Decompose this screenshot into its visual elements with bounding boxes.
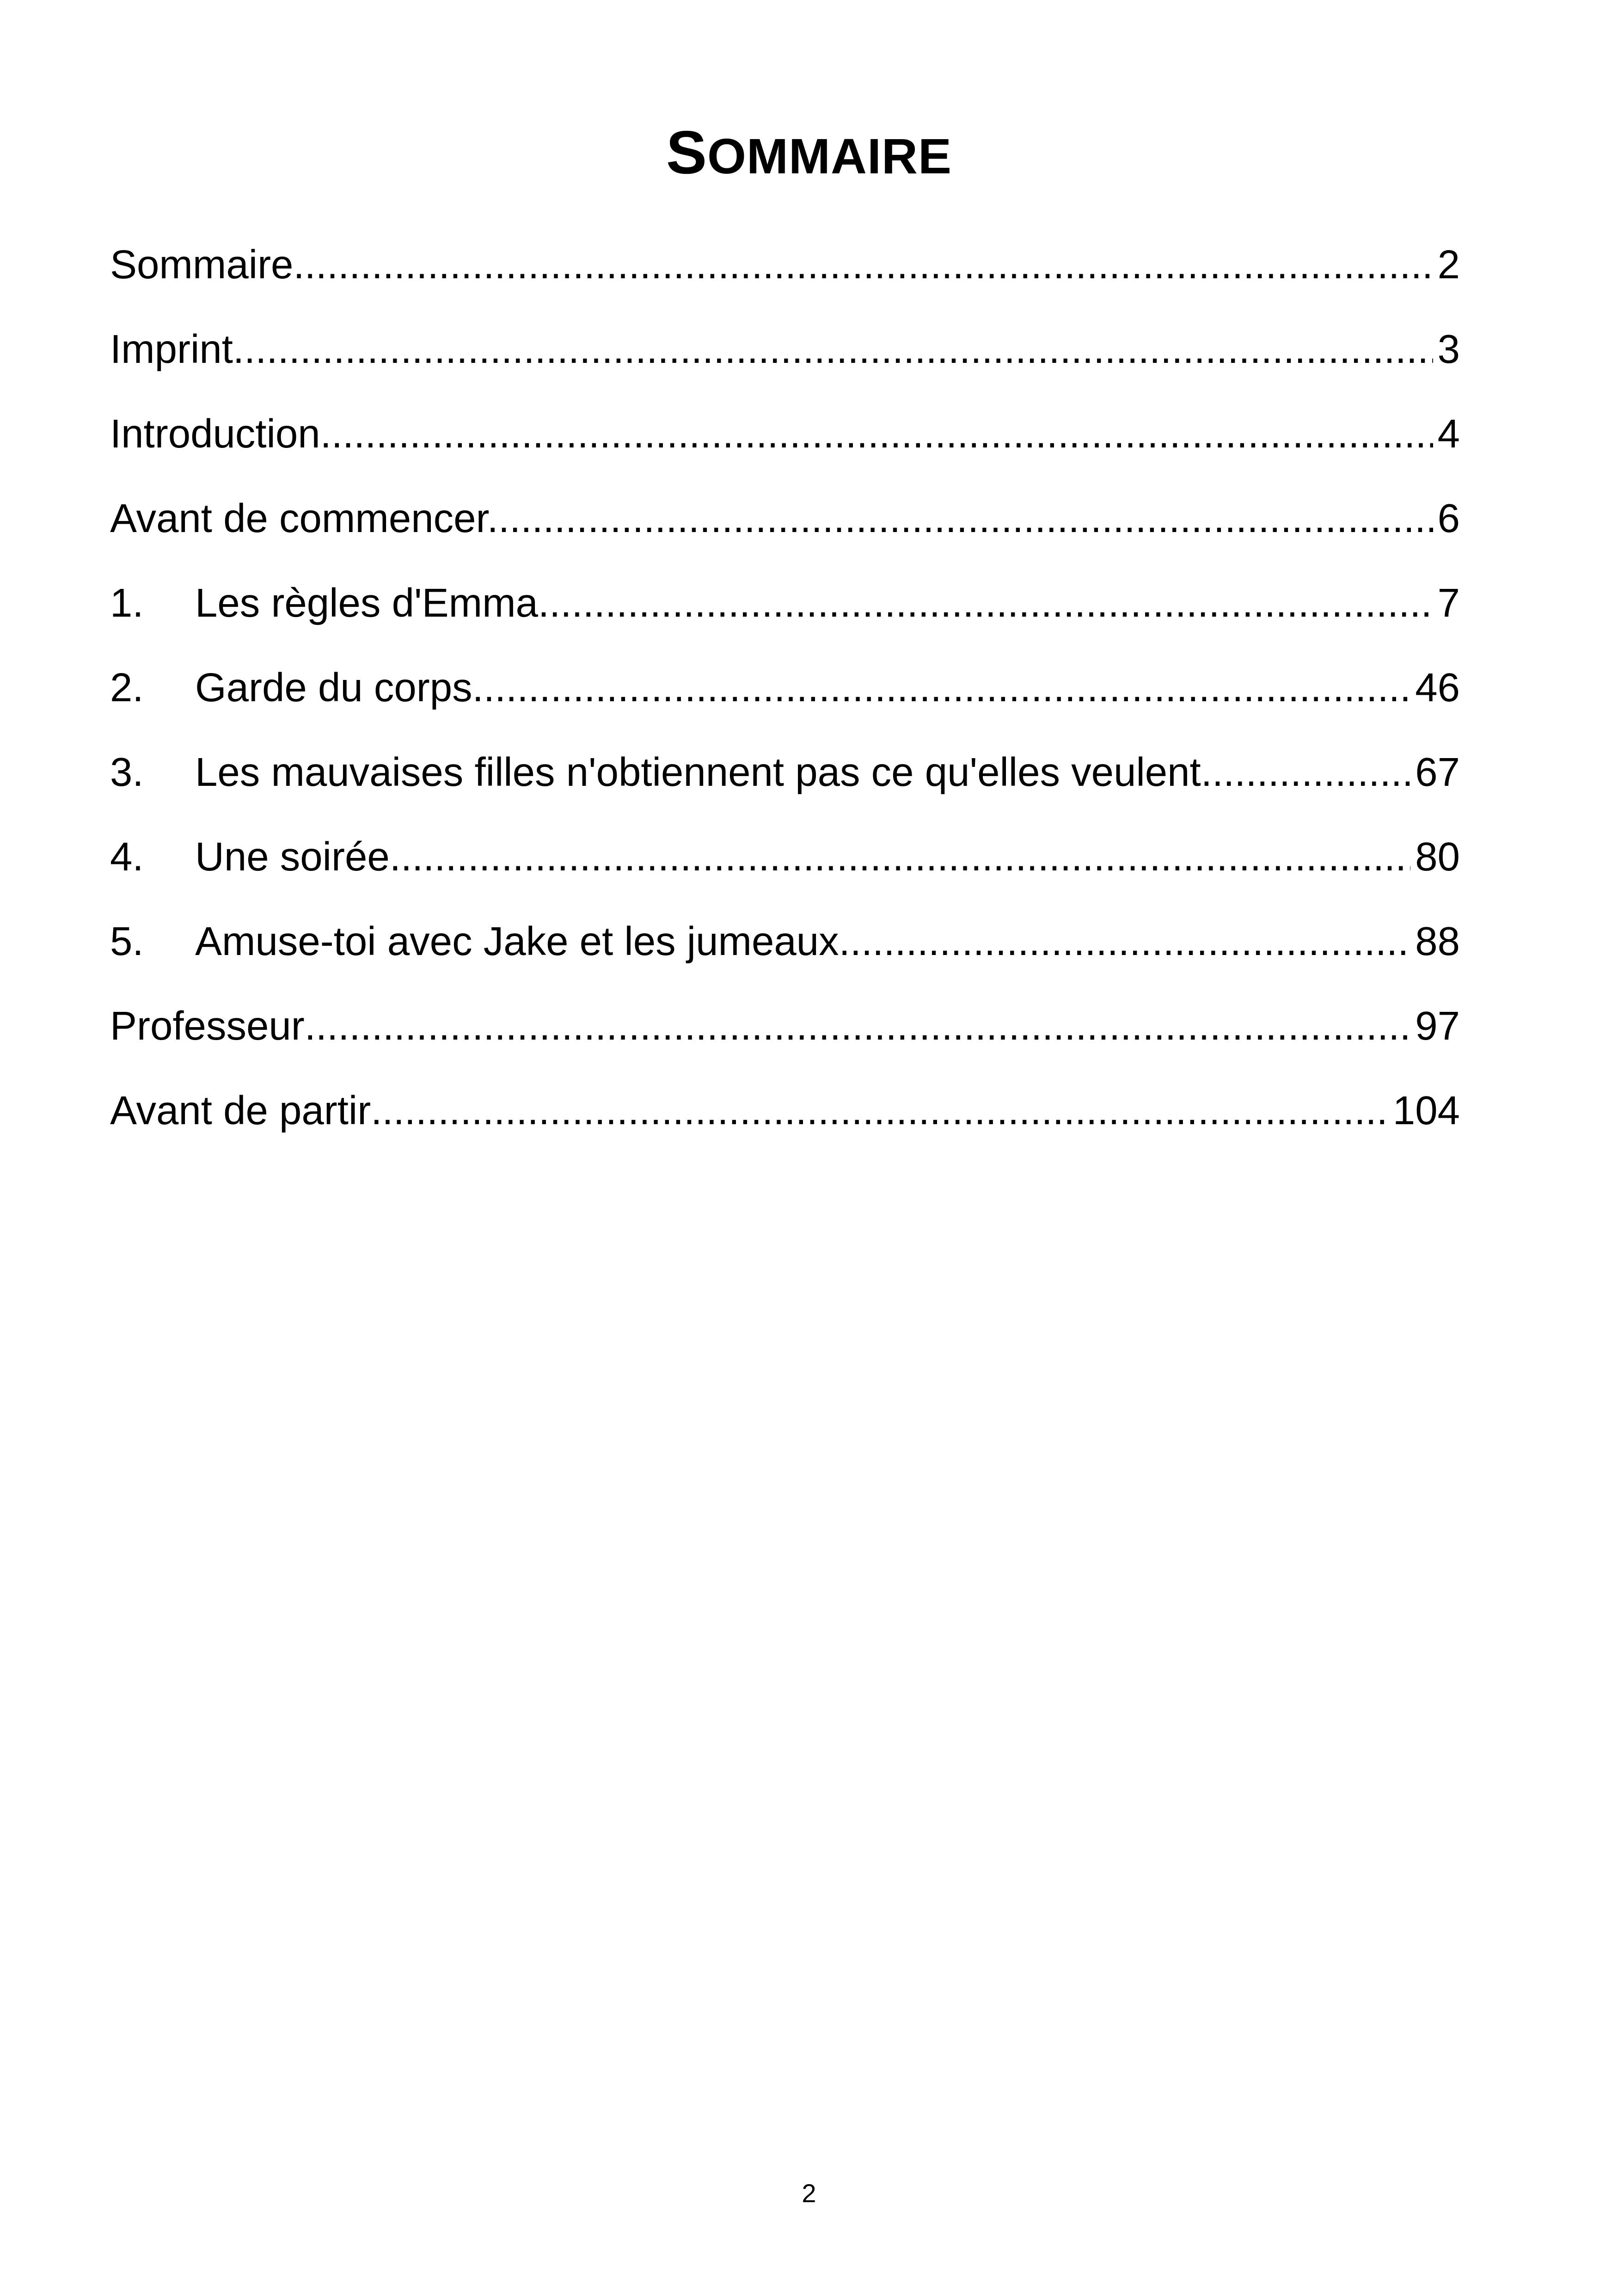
- dot-leader: [1201, 742, 1410, 802]
- toc-entry-chapter-5[interactable]: [110, 912, 1460, 996]
- dot-leader: [839, 912, 1411, 972]
- toc-entry-page: 97: [1415, 1004, 1460, 1048]
- dot-leader: [472, 658, 1411, 718]
- toc-entry-page: 67: [1415, 750, 1460, 795]
- page-title-initial: S: [666, 118, 708, 186]
- page-title-rest: OMMAIRE: [707, 128, 952, 184]
- toc-entry-label: Garde du corps: [195, 665, 472, 710]
- dot-leader: [538, 573, 1433, 633]
- toc-entry-professeur[interactable]: [110, 996, 1460, 1081]
- toc-entry-label: Sommaire: [110, 242, 294, 287]
- toc-entry-imprint[interactable]: [110, 319, 1460, 404]
- toc-entry-label: Professeur: [110, 1004, 305, 1048]
- toc-entry-page: 3: [1437, 327, 1460, 372]
- toc-entry-sommaire[interactable]: [110, 235, 1460, 319]
- dot-leader: [521, 489, 1433, 549]
- toc-entry-number: 2.: [110, 665, 144, 710]
- dot-leader: [305, 996, 1411, 1056]
- toc-entry-label: Imprint: [110, 327, 233, 372]
- toc-entry-page: 46: [1415, 665, 1460, 710]
- toc-entry-number: 5.: [110, 919, 144, 964]
- toc-entry-introduction[interactable]: [110, 404, 1460, 489]
- toc-entry-page: 6: [1437, 496, 1460, 541]
- toc-entry-chapter-2[interactable]: [110, 658, 1460, 742]
- toc-entry-label: Avant de commencer...: [110, 496, 521, 541]
- dot-leader: [233, 319, 1433, 380]
- dot-leader: [390, 827, 1410, 887]
- toc-entry-number: 4.: [110, 834, 144, 879]
- toc-entry-page: 4: [1437, 411, 1460, 456]
- toc-entry-label: Introduction: [110, 411, 320, 456]
- toc-entry-page: 7: [1437, 581, 1460, 625]
- toc-entry-label: Amuse-toi avec Jake et les jumeaux: [195, 919, 839, 964]
- toc-entry-page: 80: [1415, 834, 1460, 879]
- toc-entry-label: Une soirée: [195, 834, 390, 879]
- toc-entry-label: Avant de partir: [110, 1088, 371, 1133]
- toc-entry-page: 2: [1437, 242, 1460, 287]
- toc-entry-page: 88: [1415, 919, 1460, 964]
- toc-entry-avant-de-partir[interactable]: [110, 1081, 1460, 1165]
- toc-entry-chapter-4[interactable]: [110, 827, 1460, 912]
- toc-entry-number: 3.: [110, 750, 144, 795]
- toc-entry-label: Les règles d'Emma: [195, 581, 538, 625]
- toc-entry-page: 104: [1392, 1088, 1460, 1133]
- toc-entry-label: Les mauvaises filles n'obtiennent pas ce qu'elles veulent: [195, 750, 1201, 795]
- dot-leader: [293, 235, 1433, 295]
- table-of-contents: [110, 235, 1460, 1165]
- toc-entry-number: 1.: [110, 581, 144, 625]
- dot-leader: [371, 1081, 1388, 1141]
- toc-entry-avant-de-commencer[interactable]: [110, 489, 1460, 573]
- dot-leader: [320, 404, 1433, 464]
- toc-entry-chapter-3[interactable]: [110, 742, 1460, 827]
- page-title: [0, 118, 1618, 191]
- page-number: 2: [802, 2179, 816, 2208]
- toc-entry-chapter-1[interactable]: [110, 573, 1460, 658]
